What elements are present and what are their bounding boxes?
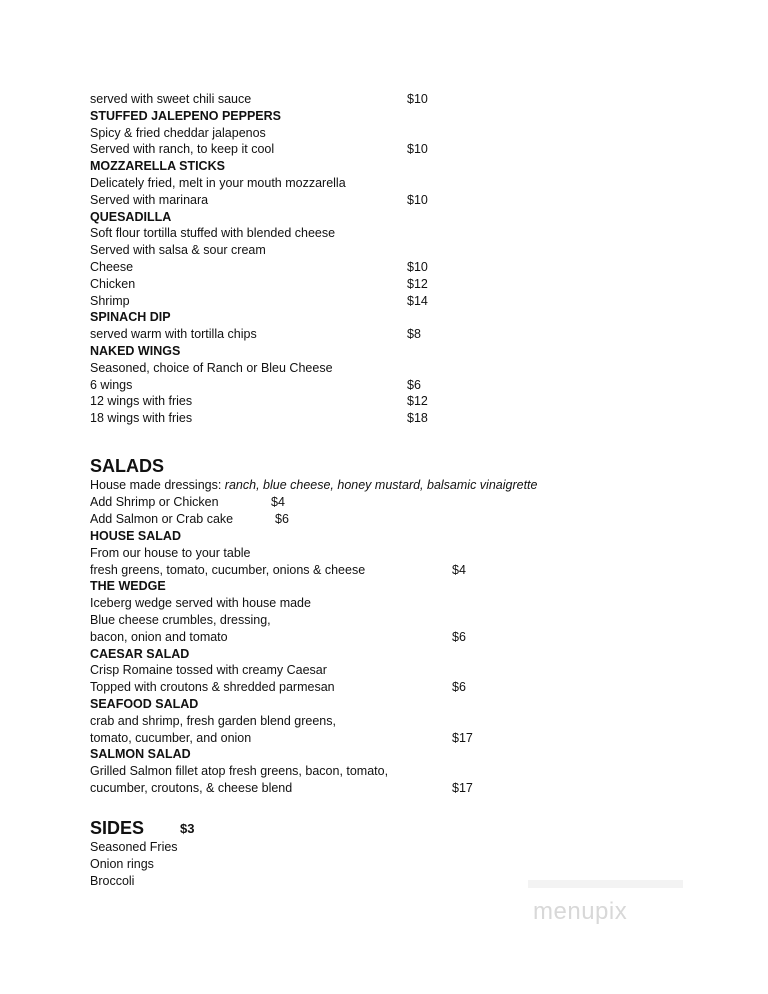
side-item: Onion rings — [90, 857, 154, 871]
item-title: SPINACH DIP — [90, 310, 171, 325]
item-description: Shrimp — [90, 293, 130, 308]
dressings-list: ranch, blue cheese, honey mustard, balsamic vinaigrette — [224, 478, 538, 492]
menupix-watermark: menupix — [533, 898, 628, 925]
item-title: THE WEDGE — [90, 579, 166, 594]
item-description: Chicken — [90, 276, 136, 291]
item-description: Topped with croutons & shredded parmesan — [90, 680, 335, 695]
item-price: $10 — [407, 92, 428, 106]
item-description: 12 wings with fries — [90, 394, 193, 409]
item-price: $4 — [452, 562, 466, 577]
item-description: Served with ranch, to keep it cool — [90, 142, 275, 157]
watermark-tagline — [528, 880, 683, 888]
item-price: $17 — [452, 730, 473, 745]
item-price: $10 — [407, 142, 428, 157]
item-price: $12 — [407, 394, 428, 409]
item-description: cucumber, croutons, & cheese blend — [90, 781, 293, 795]
item-price: $14 — [407, 293, 428, 308]
item-price: $6 — [452, 629, 466, 644]
item-price: $10 — [407, 260, 428, 274]
item-price: $6 — [452, 680, 466, 695]
item-description: Spicy & fried cheddar jalapenos — [90, 125, 266, 140]
item-price: $8 — [407, 327, 421, 342]
addon-shrimp-chicken: Add Shrimp or Chicken — [90, 495, 219, 509]
sides-heading: SIDES — [90, 818, 145, 838]
addon-salmon-crab: Add Salmon or Crab cake — [90, 512, 234, 526]
item-title: MOZZARELLA STICKS — [90, 159, 225, 174]
item-title: SALMON SALAD — [90, 747, 191, 762]
item-description: Grilled Salmon fillet atop fresh greens, bacon, tomato, — [90, 764, 389, 779]
item-price: $12 — [407, 276, 428, 291]
dressings-line — [90, 477, 537, 493]
item-description: 18 wings with fries — [90, 411, 193, 426]
item-description: bacon, onion and tomato — [90, 629, 228, 644]
side-item: Broccoli — [90, 874, 135, 888]
item-description: Served with salsa & sour cream — [90, 243, 266, 258]
item-price: $17 — [452, 781, 473, 795]
item-title: STUFFED JALEPENO PEPPERS — [90, 108, 282, 123]
item-price: $18 — [407, 411, 428, 426]
item-title: HOUSE SALAD — [90, 529, 181, 543]
salads-heading: SALADS — [90, 456, 165, 476]
item-description: Delicately fried, melt in your mouth mozzarella — [90, 176, 346, 190]
side-item: Seasoned Fries — [90, 840, 178, 854]
item-description: crab and shrimp, fresh garden blend greens, — [90, 713, 336, 728]
item-title: QUESADILLA — [90, 209, 172, 224]
dressings-label: House made dressings: — [90, 478, 225, 492]
item-description: served with sweet chili sauce — [90, 92, 252, 106]
item-description: tomato, cucumber, and onion — [90, 730, 252, 745]
item-description: 6 wings — [90, 377, 133, 392]
item-price: $10 — [407, 192, 428, 207]
item-description: Iceberg wedge served with house made — [90, 596, 311, 611]
item-title: NAKED WINGS — [90, 344, 181, 358]
item-description: Soft flour tortilla stuffed with blended cheese — [90, 226, 336, 241]
item-description: Crisp Romaine tossed with creamy Caesar — [90, 663, 327, 678]
item-description: Served with marinara — [90, 192, 209, 207]
item-description: Cheese — [90, 260, 134, 274]
item-price: $6 — [407, 377, 421, 392]
addon-salmon-crab-price: $6 — [275, 512, 289, 526]
item-description: Blue cheese crumbles, dressing, — [90, 613, 271, 627]
sides-price: $3 — [180, 821, 195, 836]
item-title: SEAFOOD SALAD — [90, 697, 199, 711]
item-description: Seasoned, choice of Ranch or Bleu Cheese — [90, 360, 333, 375]
item-description: From our house to your table — [90, 545, 251, 560]
item-title: CAESAR SALAD — [90, 646, 190, 661]
item-description: fresh greens, tomato, cucumber, onions & cheese — [90, 562, 366, 577]
item-description: served warm with tortilla chips — [90, 327, 257, 342]
addon-shrimp-chicken-price: $4 — [271, 495, 285, 509]
